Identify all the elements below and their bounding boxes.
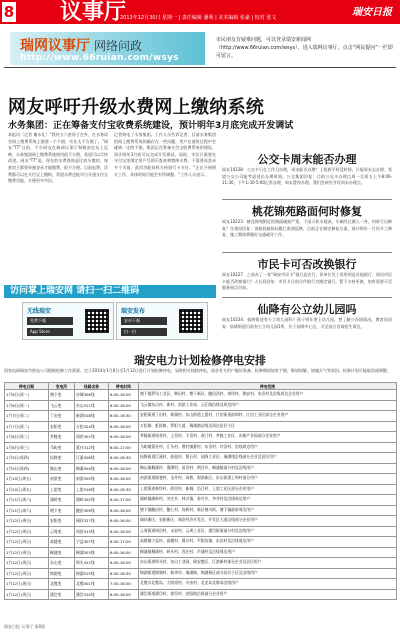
outage-area: 潘岱街道潘岱村、徐岙村、安阳路沿线部分企业用户: [139, 589, 397, 600]
outage-time: 6:00-16:30: [109, 484, 139, 495]
outage-time: 6:00-16:00: [109, 390, 139, 401]
topic-title: 桃花锦苑路面何时修复: [252, 205, 362, 218]
outage-date: 1月12日(周日): [5, 589, 49, 600]
newspaper-brand: 瑞安日报: [352, 7, 392, 18]
substation: 陶山变: [49, 463, 75, 474]
table-row: [5, 432, 397, 443]
topic-body: 网友10227：之前办了一张“瑞安市民卡”银行是农行，但单位发工资用的是其他银行，请问市民卡能否改换银行？人社局回复：市民卡目前合作银行为指定银行，暂不支持更换，如有需要可至服务网点咨询。: [222, 272, 392, 291]
table-row: [5, 526, 397, 537]
outage-area: 塘下镇鲍田村、鲍七村、场桥村、新区塘川街、塘下镇政府周边用户: [139, 505, 397, 516]
table-row: [5, 400, 397, 411]
line-name: 桐浦303线: [75, 547, 109, 558]
outage-time: 6:00-16:00: [109, 400, 139, 411]
table-row: [5, 547, 397, 558]
app-name: 无线瑞安: [27, 308, 52, 315]
substation: 北麂变: [49, 579, 75, 590]
outage-area: 飞云镇东山村、新村、南滨工业园、云江路沿线及周边用户: [139, 400, 397, 411]
outage-time: 6:00-16:00: [109, 432, 139, 443]
banner-title-suffix: 网络问政: [94, 39, 143, 53]
power-outage-intro: 国家电网瑞安市供电公司根据检修工作需要，定于2014年1月6日至1月12日进行计划检修停电，届时相关线路停电，请各有关用户做好准备。检修期间如有不便，敬请谅解。如遇天气等原因，检修计划可能取消或调整。: [4, 368, 391, 373]
outage-area: 北麂乡北麂岛、大明甫村、关帝村、北龙岛及海岛沿线用户: [139, 579, 397, 590]
outage-date: 1月11日(周六): [5, 505, 49, 516]
masthead: [0, 0, 400, 24]
line-name: 北麂301线: [75, 579, 109, 590]
line-name: 周苌301线: [75, 432, 109, 443]
footer: 瑞安日报 议事厅 第8版: [4, 624, 46, 629]
outage-time: 6:00-16:00: [109, 474, 139, 485]
table-row: [5, 390, 397, 401]
wangluo-wenzheng-banner: [4, 30, 396, 68]
outage-date: 1月10日(周五): [5, 484, 49, 495]
outage-time: 6:00-16:00: [109, 547, 139, 558]
outage-date: 1月6日(周一): [5, 390, 49, 401]
table-row: [5, 453, 397, 464]
substation: 安阳变: [49, 516, 75, 527]
substation: 锦湖变: [49, 568, 75, 579]
column-header: 停电时间: [109, 383, 139, 390]
app-wuxian-ruian[interactable]: [22, 302, 114, 340]
table-row: [5, 495, 397, 506]
article-column-1: 本报讯（记者 谢永礼）“我有五六套房子在外，在水务局官网上缴费系统上都要一个个填，实在太不方便了。”网友“TT”日前，不少网友在瑞网议事厅和瑞安论坛上反映，水务集团网上缴费系统使用很不方便，希望可以尽快改进。网友“TT”说，现在的水费查询是比较分散的，每套房子都要单独登录才能缴费，很不方便。目前电费、话费都可以在支付宝上缴纳，希望水费也能早日开通支付宝缴费功能，方便更多市民。: [8, 132, 108, 184]
outage-area: 云周街道周田村、永安村、云周工业区、潘岱街道部分村及沿线用户: [139, 526, 397, 537]
line-name: 南滨305线: [75, 474, 109, 485]
substation: 高楼变: [49, 537, 75, 548]
outage-time: 6:00-16:00: [109, 516, 139, 527]
outage-area: 瑞祥新区、安阳新区、瑞安经济开发区、开发区大道沿线部分企业用户: [139, 516, 397, 527]
line-name: 周田313线: [75, 526, 109, 537]
table-row: [5, 463, 397, 474]
outage-area: 万松路、虹桥路、罗阳大道、瑞湖路沿线及周边居民小区: [139, 421, 397, 432]
line-name: 上望316线: [75, 484, 109, 495]
line-name: 江溪308线: [75, 453, 109, 464]
app-store-button[interactable]: App Store: [27, 328, 73, 336]
column-header: 变电所: [49, 383, 75, 390]
outage-date: 1月8日(周三): [5, 432, 49, 443]
substation: 湖岭变: [49, 495, 75, 506]
app-download-block: [4, 285, 216, 343]
article-column-2: 记者致电了水务集团。工作人员告诉记者，目前水务集团的网上缴费系统的确存在一些问题，用户在使用过程中会碰到一定的不便。集团正在筹备支付宝收费系统的建设，预计明年3月底可以完成开发调试。届时，市民只需要在支付宝里绑定用户号即可查询和缴纳水费，不需要再登录多个页面，此项功能同样支持银行卡支付。“正在开展相关工作，具体时间可能会有所调整。”工作人员表示。: [114, 132, 216, 177]
app-ruian-fabu[interactable]: [116, 302, 208, 340]
page-number: 8: [3, 3, 15, 21]
line-name: 东山311线: [75, 400, 109, 411]
banner-logo[interactable]: [10, 32, 205, 65]
table-row: [5, 505, 397, 516]
outage-date: 1月8日(周三): [5, 442, 49, 453]
divider: [222, 199, 392, 200]
substation: 仙降变: [49, 453, 75, 464]
line-name: 沙城306线: [75, 390, 109, 401]
outage-area: 锦湖街道锦湖村、新华村、瑞湖路、锦湖新区部分居民小区及沿线用户: [139, 568, 397, 579]
outage-area: 马屿镇篁社村、汇头村、曹村镇曹村、东岙村、许岙村、沿线周边用户: [139, 442, 397, 453]
topic-body: 网友10223：桃花锦苑附近的路面破损严重，下雨天积水很深，车辆经过溅人一身，何时可以修复？住建局回复：该路段破损问题已收到反映，目前正在制定修复方案，预计明年一月份开工修复，施工期间将做好交通疏导工作。: [222, 219, 392, 238]
line-name: 万松324线: [75, 421, 109, 432]
outage-date: 1月12日(周日): [5, 526, 49, 537]
substation: 丁田变: [49, 411, 75, 422]
table-row: [5, 421, 397, 432]
outage-area: 湖岭镇湖岭村、芳庄乡、林川镇、金川乡、李井村及沿线周边用户: [139, 495, 397, 506]
line-name: 鲍田309线: [75, 505, 109, 516]
outage-date: 1月12日(周日): [5, 558, 49, 569]
topic-title: 仙降有公立幼儿园吗: [257, 303, 357, 316]
outage-date: 1月9日(周四): [5, 453, 49, 464]
line-name: 宁益307线: [75, 537, 109, 548]
outage-area: 桐浦镇桐浦村、岭头村、西庄村、芦浦村及沿线周边用户: [139, 547, 397, 558]
issue-info: 2013年12月30日 星期一 | 责任编辑 潘利 | 美术编辑 张豪 | 校对 张文: [120, 15, 277, 21]
substation: 桐浦变: [49, 547, 75, 558]
table-row: [5, 474, 397, 485]
qr-code-icon: [85, 309, 109, 333]
outage-time: 6:00-16:00: [109, 589, 139, 600]
substation: 云周变: [49, 526, 75, 537]
table-row: [5, 579, 397, 590]
divider: [222, 252, 392, 253]
outage-area: 陶山镇桐溪村、渔潭村、甬岙村、荆谷乡、桐浦镇部分村及沿线用户: [139, 463, 397, 474]
outage-date: 1月12日(周日): [5, 568, 49, 579]
outage-time: 6:00-17:00: [109, 537, 139, 548]
topic-body: 网友10228：公交卡只在工作日办理，周末能否办理？上班族平时没时间，只能周末去办理，希望公交公司能考虑延长办理时间。公交集团回复：目前公交卡办理点周一至周五上午8:00-11:30，下午1:30-5:00正常办理，周末暂停办理，我们会研究开设周末办理点。: [222, 167, 392, 186]
line-name: 潘岱310线: [75, 589, 109, 600]
section-title: 议事厅: [60, 0, 127, 25]
outage-area: 上望街道林垟村、薛里村、新城、沿江村、上望工业区部分企业用户: [139, 484, 397, 495]
outage-date: 1月6日(周一): [5, 400, 49, 411]
outage-area: 仙降街道江溪村、前池村、翔石村、仙降工业区、瑞湖线沿线部分企业及居民用户: [139, 453, 397, 464]
outage-date: 1月7日(周二): [5, 421, 49, 432]
android-download-button[interactable]: 安卓下载: [121, 317, 167, 325]
download-button[interactable]: 免费下载: [27, 317, 73, 325]
substation: 安阳变: [49, 421, 75, 432]
line-name: 湖岭302线: [75, 495, 109, 506]
outage-time: 6:00-16:00: [109, 463, 139, 474]
outage-area: 安阳街道丁田村、新湖村、东山街道上望村、汀田街道前埠村、汀田工业区部分企业用户: [139, 411, 397, 422]
table-row: [5, 411, 397, 422]
column-header: 停电范围: [139, 383, 397, 390]
banner-title-main: 瑞网议事厅: [20, 38, 90, 54]
power-outage-title: 瑞安电力计划检修停电安排: [134, 354, 266, 367]
line-name: 篁社312线: [75, 442, 109, 453]
topic-body: 网友10234：仙降街道有公立幼儿园吗？孩子明年要上幼儿园，想了解公办园情况。教育局回复：仙降街道目前有公立幼儿园1所，位于仙降中心区，可至园方咨询招生事宜。: [222, 317, 392, 329]
outage-area: 南滨街道阁巷村、圣井村、场桥、海滨新区、东山街道上埠村部分用户: [139, 474, 397, 485]
outage-date: 1月12日(周日): [5, 537, 49, 548]
outage-time: 6:00-16:00: [109, 558, 139, 569]
outage-time: 6:00-16:30: [109, 411, 139, 422]
outage-time: 6:00-16:30: [109, 453, 139, 464]
outage-time: 6:00-17:00: [109, 442, 139, 453]
outage-time: 6:00-16:00: [109, 526, 139, 537]
substation: 南滨变: [49, 474, 75, 485]
article-headline: 网友呼吁升级水费网上缴纳系统: [8, 97, 265, 118]
outage-date: 1月12日(周日): [5, 516, 49, 527]
outage-date: 1月9日(周四): [5, 463, 49, 474]
table-row: [5, 558, 397, 569]
app-name: 瑞安发布: [121, 308, 146, 315]
table-row: [5, 568, 397, 579]
outage-date: 1月7日(周二): [5, 411, 49, 422]
table-row: [5, 537, 397, 548]
topic-title: 市民卡可否改换银行: [257, 258, 357, 271]
outage-time: 7:00-16:00: [109, 579, 139, 590]
visit-banner: 访问掌上瑞安网 请扫一扫二维码: [4, 285, 216, 298]
outage-time: 6:00-17:00: [109, 495, 139, 506]
line-name: 桐溪304线: [75, 463, 109, 474]
outage-date: 1月12日(周日): [5, 547, 49, 558]
outage-area: 东山街道埠头村、东山工业园、瑞安港区、江滨新村部分企业及居民用户: [139, 558, 397, 569]
power-outage-table: [4, 382, 397, 600]
outage-area: 塘下镇罗凤工业区、韩田村、塘下新区、鲍田西村、南垟村、海安村、宋岙村及沿线周边企业用户: [139, 390, 397, 401]
banner-title: [20, 35, 142, 55]
substation: 东山变: [49, 558, 75, 569]
line-name: 锦湖315线: [75, 568, 109, 579]
article-subhead: 水务集团：正在筹备支付宝收费系统建设，预计明年3月底完成开发调试: [8, 121, 294, 131]
substation: 塘下变: [49, 390, 75, 401]
table-row: [5, 589, 397, 600]
banner-note: 市民朋友有疑难问题，可以登录瑞安新闻网（http://www.66ruian.com/wsys），进入瑞网议事厅，点击“网民提问”一栏即可留言。: [216, 37, 393, 59]
divider: [222, 297, 392, 298]
topic-title: 公交卡周末能否办理: [257, 153, 357, 166]
line-name: 瑞祥327线: [75, 516, 109, 527]
outage-date: 1月12日(周日): [5, 579, 49, 590]
banner-url[interactable]: http://www.66ruian.com/wsys: [20, 53, 179, 63]
qr-code-icon: [179, 309, 203, 333]
substation: 潘岱变: [49, 589, 75, 600]
table-row: [5, 484, 397, 495]
substation: 飞云变: [49, 400, 75, 411]
line-name: 埠头322线: [75, 558, 109, 569]
column-header: 停电日期: [5, 383, 49, 390]
outage-time: 6:00-16:30: [109, 568, 139, 579]
substation: 莘塍变: [49, 432, 75, 443]
table-row: [5, 516, 397, 527]
outage-time: 6:00-16:00: [109, 505, 139, 516]
outage-time: 6:00-16:00: [109, 421, 139, 432]
line-name: 新湖318线: [75, 411, 109, 422]
outage-area: 莘塍街道周苌村、上岙村、下岙村、南门村、莘塍工业区、东新产业园部分企业用户: [139, 432, 397, 443]
table-header-row: [5, 383, 397, 390]
outage-date: 1月11日(周六): [5, 495, 49, 506]
substation: 上望变: [49, 484, 75, 495]
substation: 塘下变: [49, 505, 75, 516]
outage-area: 高楼镇宁益村、高楼村、暮川村、平阳坑镇、东岩村及沿线周边用户: [139, 537, 397, 548]
outage-date: 1月10日(周五): [5, 474, 49, 485]
substation: 马屿变: [49, 442, 75, 453]
scan-button[interactable]: 扫一扫: [121, 328, 167, 336]
column-header: 线路名称: [75, 383, 109, 390]
table-row: [5, 442, 397, 453]
